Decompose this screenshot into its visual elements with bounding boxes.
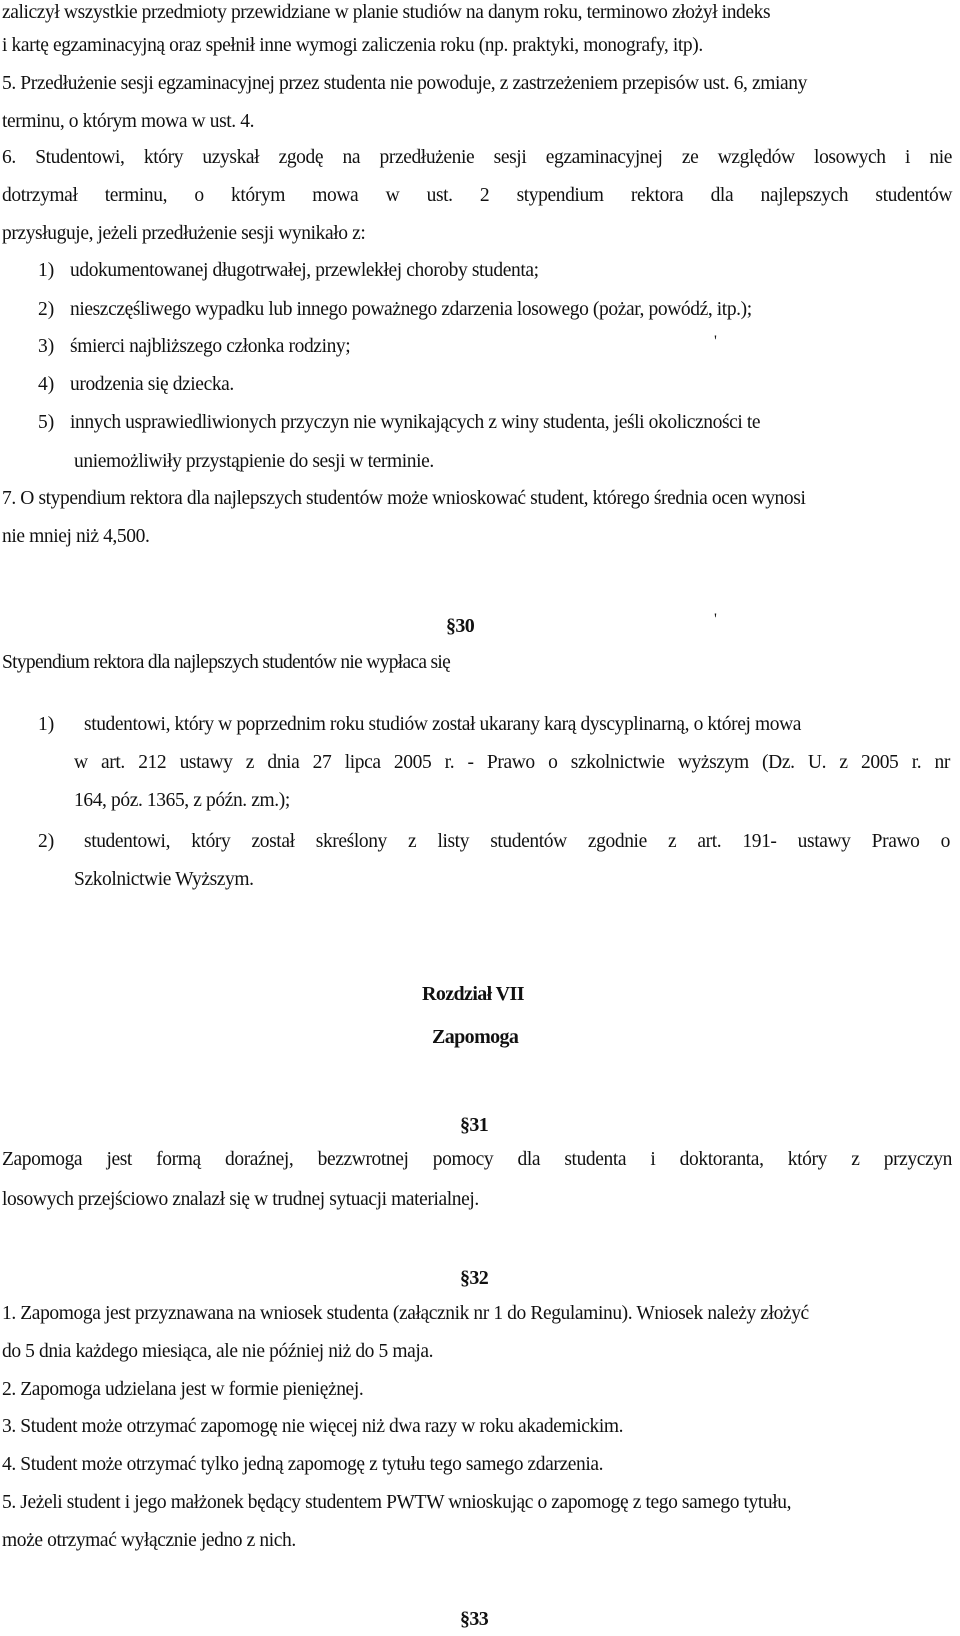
list-item-text: śmierci najbliższego członka rodziny; <box>70 336 351 357</box>
section-32-point-4: 4. Student może otrzymać tylko jedną zapomogę z tytułu tego samego zdarzenia. <box>2 1454 604 1475</box>
list-item-number: 5) <box>38 412 55 433</box>
section-32-point-1-line-1: 1. Zapomoga jest przyznawana na wniosek studenta (załącznik nr 1 do Regulaminu). Wniosek należy złożyć <box>2 1303 809 1324</box>
stray-mark: ' <box>714 333 717 350</box>
paragraph-7-line-2: nie mniej niż 4,500. <box>2 526 150 547</box>
section-32-point-2: 2. Zapomoga udzielana jest w formie pieniężnej. <box>2 1379 364 1400</box>
section-32-point-3: 3. Student może otrzymać zapomogę nie więcej niż dwa razy w roku akademickim. <box>2 1416 624 1437</box>
paragraph-5-line-2: terminu, o którym mowa w ust. 4. <box>2 111 255 132</box>
list-item-text: innych usprawiedliwionych przyczyn nie wynikających z winy studenta, jeśli okoliczności te <box>70 412 761 433</box>
list-item-number: 2) <box>38 299 55 320</box>
list-item-number: 1) <box>38 260 55 281</box>
section-31-line-1: Zapomoga jest formą doraźnej, bezzwrotnej pomocy dla studenta i doktoranta, który z przyczyn <box>2 1149 952 1170</box>
list-item-text: nieszczęśliwego wypadku lub innego poważnego zdarzenia losowego (pożar, powódź, itp.); <box>70 299 752 320</box>
paragraph-5-line-1: 5. Przedłużenie sesji egzaminacyjnej przez studenta nie powoduje, z zastrzeżeniem przepisów ust. 6, zmiany <box>2 73 807 94</box>
list-item-number: 4) <box>38 374 55 395</box>
list-item-number: 2) <box>38 831 55 852</box>
section-32-heading: §32 <box>460 1267 489 1289</box>
section-30-item-2-line-1: studentowi, który został skreślony z listy studentów zgodnie z art. 191- ustawy Prawo o <box>84 831 950 852</box>
paragraph-6-line-2: dotrzymał terminu, o którym mowa w ust. 2 stypendium rektora dla najlepszych studentów <box>2 185 952 206</box>
list-item-number: 3) <box>38 336 55 357</box>
chapter-subtitle: Zapomoga <box>432 1026 519 1048</box>
section-30-item-1-line-3: 164, póz. 1365, z późn. zm.); <box>74 790 290 811</box>
section-32-point-5-line-2: może otrzymać wyłącznie jedno z nich. <box>2 1530 296 1551</box>
chapter-title: Rozdział VII <box>422 983 524 1005</box>
section-30-lead: Stypendium rektora dla najlepszych studentów nie wypłaca się <box>2 652 451 673</box>
section-30-item-2-line-2: Szkolnictwie Wyższym. <box>74 869 254 890</box>
paragraph-6-line-1: 6. Studentowi, który uzyskał zgodę na przedłużenie sesji egzaminacyjnej ze względów losowych i nie <box>2 147 952 168</box>
paragraph-6-line-3: przysługuje, jeżeli przedłużenie sesji wynikało z: <box>2 223 366 244</box>
list-item-continuation: uniemożliwiły przystąpienie do sesji w terminie. <box>74 451 434 472</box>
list-item-number: 1) <box>38 714 55 735</box>
list-item-text: udokumentowanej długotrwałej, przewlekłej choroby studenta; <box>70 260 539 281</box>
section-32-point-5-line-1: 5. Jeżeli student i jego małżonek będący studentem PWTW wnioskując o zapomogę z tego samego tytułu, <box>2 1492 792 1513</box>
stray-mark: ' <box>714 611 717 628</box>
section-33-heading: §33 <box>460 1608 489 1630</box>
section-31-line-2: losowych przejściowo znalazł się w trudnej sytuacji materialnej. <box>2 1189 479 1210</box>
list-item-text: urodzenia się dziecka. <box>70 374 234 395</box>
section-30-item-1-line-2: w art. 212 ustawy z dnia 27 lipca 2005 r. - Prawo o szkolnictwie wyższym (Dz. U. z 2005 r. nr <box>74 752 950 773</box>
intro-line-1: zaliczył wszystkie przedmioty przewidziane w planie studiów na danym roku, terminowo złożył indeks <box>2 2 771 23</box>
intro-line-2: i kartę egzaminacyjną oraz spełnił inne wymogi zaliczenia roku (np. praktyki, monografy, itp). <box>2 35 703 56</box>
paragraph-7-line-1: 7. O stypendium rektora dla najlepszych studentów może wnioskować student, którego średnia ocen wynosi <box>2 488 806 509</box>
section-32-point-1-line-2: do 5 dnia każdego miesiąca, ale nie później niż do 5 maja. <box>2 1341 434 1362</box>
section-31-heading: §31 <box>460 1114 489 1136</box>
section-30-heading: §30 <box>446 615 475 637</box>
section-30-item-1-line-1: studentowi, który w poprzednim roku studiów został ukarany karą dyscyplinarną, o której mowa <box>84 714 802 735</box>
